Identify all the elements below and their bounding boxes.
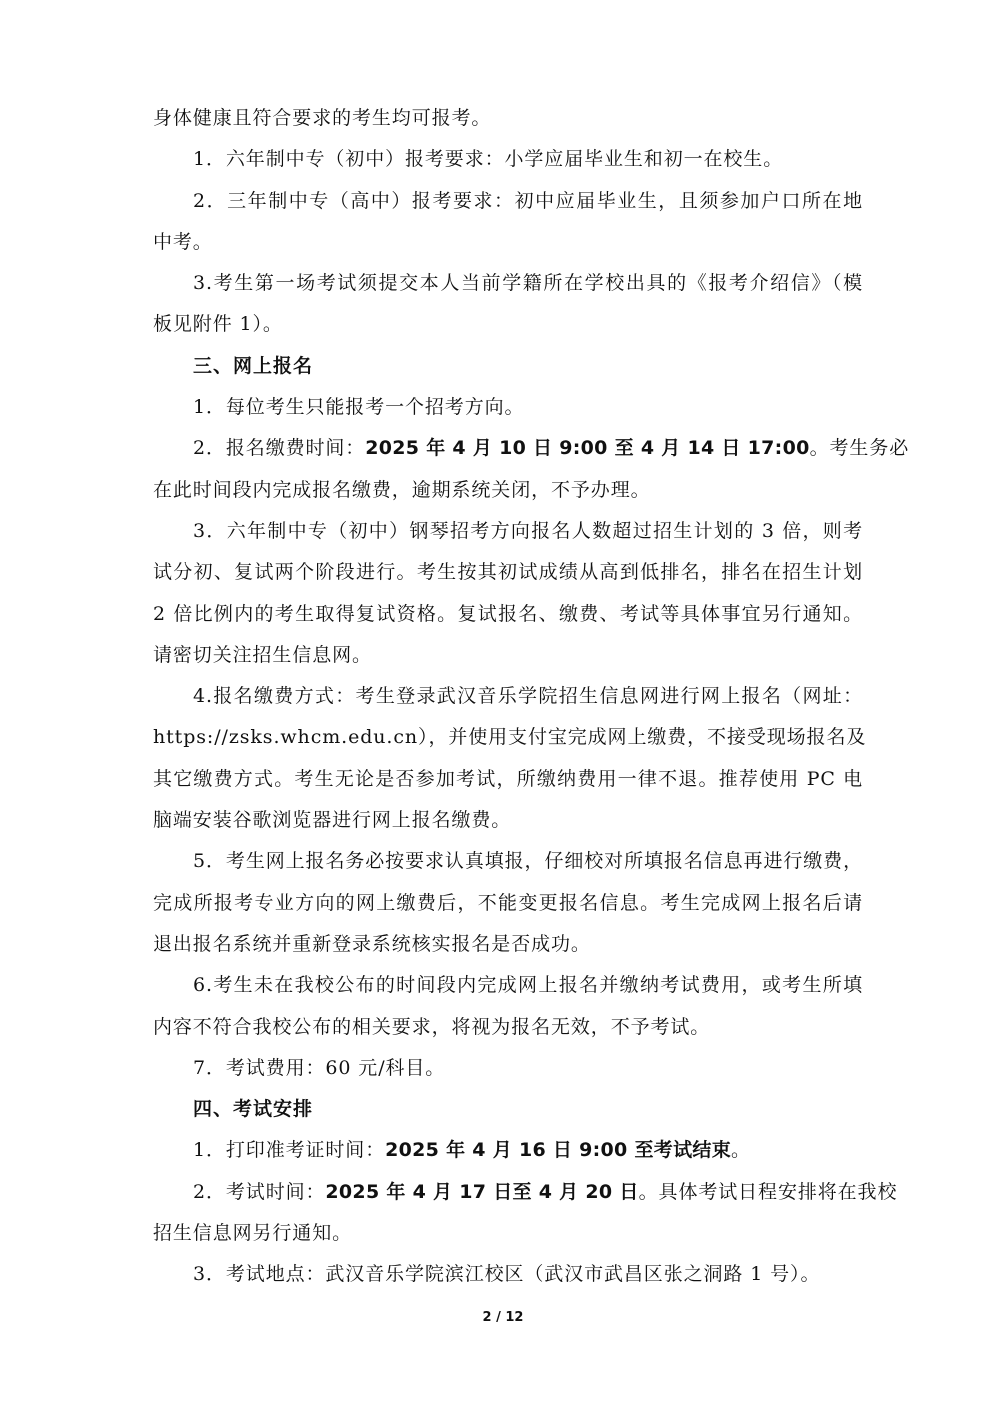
admission-ticket-period: 2025 年 4 月 16 日 9:00 至考试结束 [385, 1139, 731, 1162]
paragraph-line: 请密切关注招生信息网。 [153, 643, 372, 666]
paragraph-line: 内容不符合我校公布的相关要求，将视为报名无效，不予考试。 [153, 1015, 711, 1038]
page-number: 2 / 12 [482, 1310, 524, 1325]
paragraph-line [153, 428, 910, 469]
paragraph-line: 2．三年制中专（高中）报考要求：初中应届毕业生，且须参加户口所在地 [193, 189, 863, 212]
paragraph-line: 5．考生网上报名务必按要求认真填报，仔细校对所填报名信息再进行缴费， [193, 850, 863, 873]
paragraph-line: 完成所报考专业方向的网上缴费后，不能变更报名信息。考生完成网上报名后请 [153, 891, 863, 914]
paragraph-line: 6.考生未在我校公布的时间段内完成网上报名并缴纳考试费用，或考生所填 [193, 974, 863, 997]
paragraph-line: 3．六年制中专（初中）钢琴招考方向报名人数超过招生计划的 3 倍，则考 [193, 519, 863, 542]
paragraph-line: 2 倍比例内的考生取得复试资格。复试报名、缴费、考试等具体事宜另行通知。 [153, 602, 863, 625]
paragraph-line [153, 1172, 898, 1213]
section-heading-exam-arrangement: 四、考试安排 [193, 1098, 314, 1121]
paragraph-line: 板见附件 1）。 [153, 313, 283, 336]
paragraph-line: https://zsks.whcm.edu.cn），并使用支付宝完成网上缴费，不接受现场报名及 [153, 726, 867, 749]
paragraph-line: 招生信息网另行通知。 [153, 1222, 353, 1245]
paragraph-line: 试分初、复试两个阶段进行。考生按其初试成绩从高到低排名，排名在招生计划 [153, 561, 863, 584]
text-span: 2．报名缴费时间： [193, 437, 366, 460]
paragraph-line: 3.考生第一场考试须提交本人当前学籍所在学校出具的《报考介绍信》（模 [193, 272, 863, 295]
section-heading-online-registration: 三、网上报名 [193, 354, 314, 377]
paragraph-line: 退出报名系统并重新登录系统核实报名是否成功。 [153, 932, 591, 955]
paragraph-line [153, 1130, 863, 1171]
text-span: 2．考试时间： [193, 1180, 326, 1203]
paragraph-line: 脑端安装谷歌浏览器进行网上报名缴费。 [153, 809, 512, 832]
paragraph-line: 1．每位考生只能报考一个招考方向。 [193, 396, 525, 419]
paragraph-line: 其它缴费方式。考生无论是否参加考试，所缴纳费用一律不退。推荐使用 PC 电 [153, 767, 863, 790]
text-span: 。具体考试日程安排将在我校 [638, 1180, 898, 1203]
paragraph-line: 身体健康且符合要求的考生均可报考。 [153, 107, 492, 129]
document-body [153, 98, 910, 1296]
text-span: 。考生务必 [809, 437, 910, 460]
registration-period: 2025 年 4 月 10 日 9:00 至 4 月 14 日 17:00 [365, 437, 810, 460]
text-span: 。 [731, 1139, 751, 1162]
paragraph-line: 中考。 [153, 230, 213, 253]
paragraph-line: 在此时间段内完成报名缴费，逾期系统关闭，不予办理。 [153, 478, 651, 501]
exam-period: 2025 年 4 月 17 日至 4 月 20 日 [325, 1180, 639, 1203]
paragraph-line: 7．考试费用：60 元/科目。 [193, 1056, 446, 1079]
paragraph-line: 3．考试地点：武汉音乐学院滨江校区（武汉市武昌区张之洞路 1 号）。 [193, 1263, 821, 1286]
text-span: 1．打印准考证时间： [193, 1139, 386, 1162]
paragraph-line: 4.报名缴费方式：考生登录武汉音乐学院招生信息网进行网上报名（网址： [193, 685, 863, 708]
paragraph-line: 1．六年制中专（初中）报考要求：小学应届毕业生和初一在校生。 [193, 148, 784, 171]
